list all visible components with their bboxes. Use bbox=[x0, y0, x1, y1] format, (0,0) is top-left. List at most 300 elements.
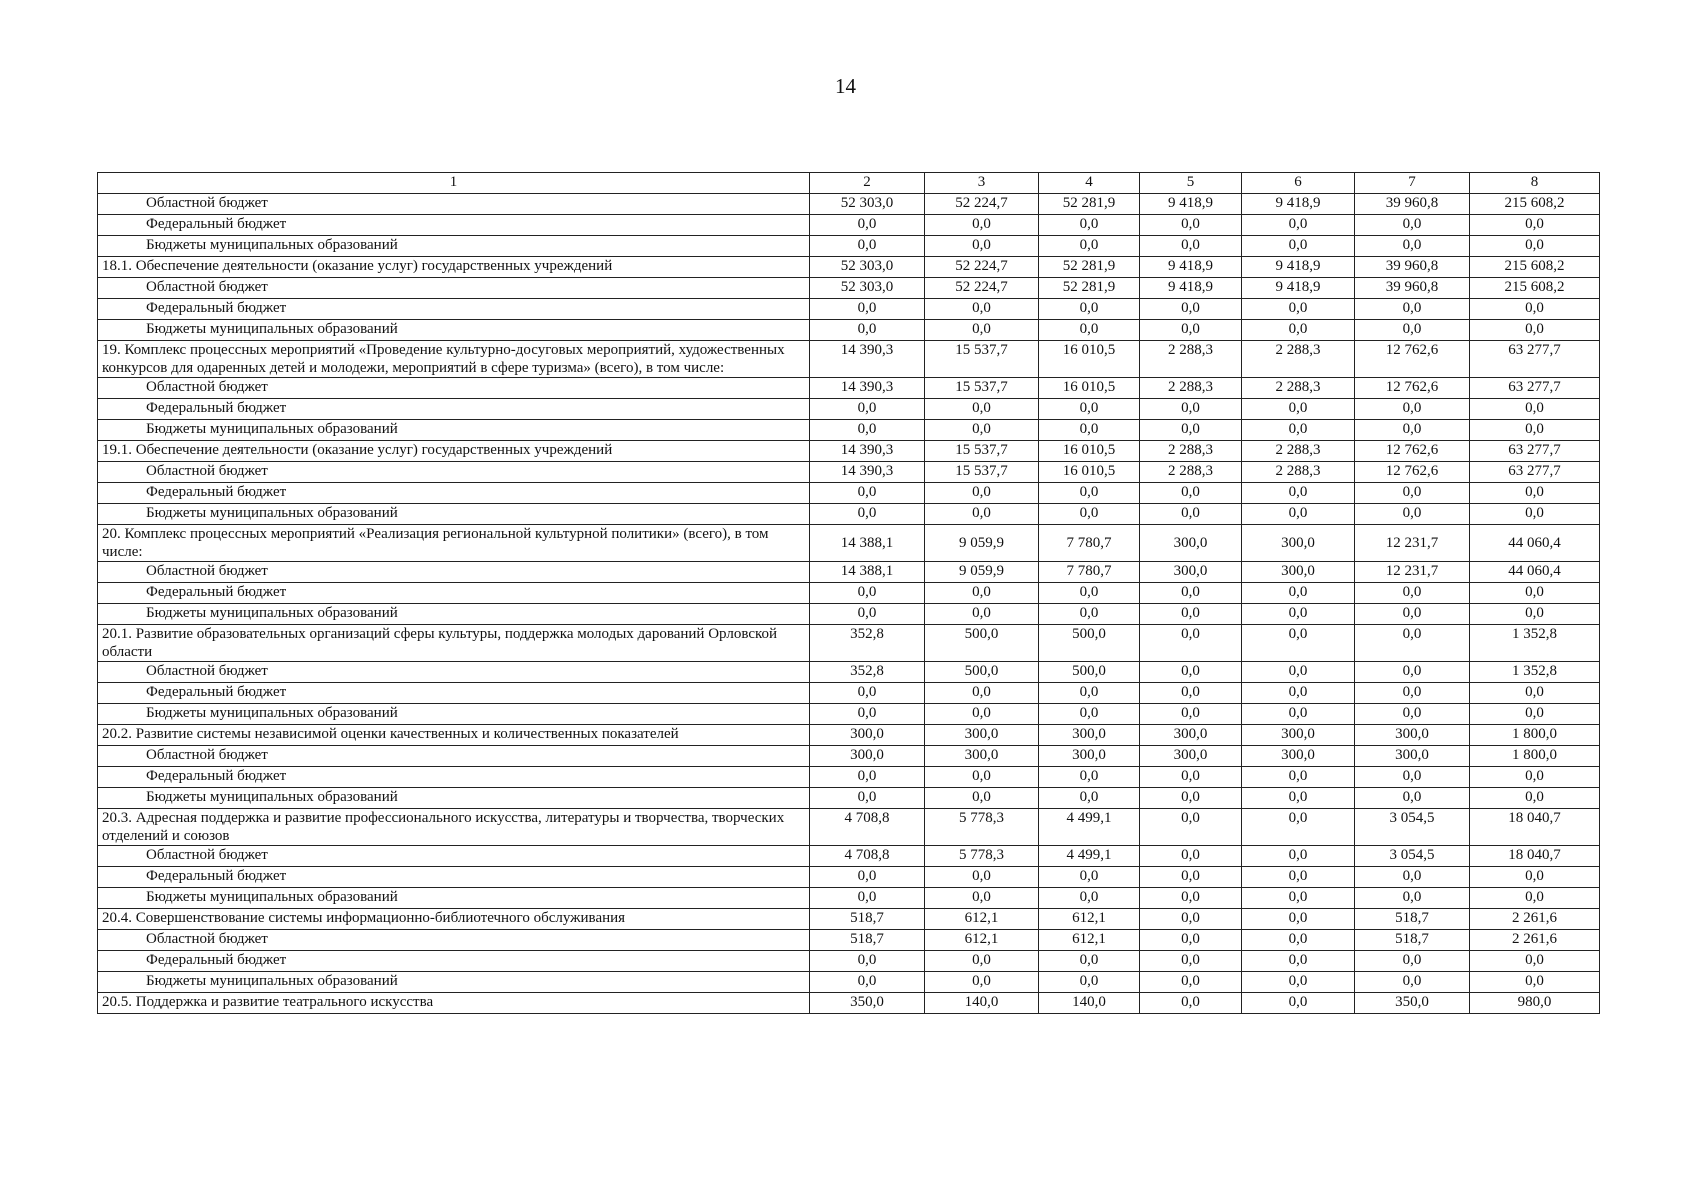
value-cell: 0,0 bbox=[1039, 215, 1140, 236]
table-row bbox=[98, 809, 1600, 846]
value-cell: 300,0 bbox=[1242, 746, 1355, 767]
value-cell: 52 224,7 bbox=[925, 278, 1039, 299]
value-cell: 9 059,9 bbox=[925, 525, 1039, 562]
value-cell: 300,0 bbox=[925, 746, 1039, 767]
value-cell: 0,0 bbox=[1140, 236, 1242, 257]
value-cell: 2 288,3 bbox=[1140, 341, 1242, 378]
column-header: 6 bbox=[1242, 173, 1355, 194]
value-cell: 0,0 bbox=[1470, 683, 1600, 704]
value-cell: 0,0 bbox=[1470, 236, 1600, 257]
value-cell: 0,0 bbox=[1039, 583, 1140, 604]
value-cell: 0,0 bbox=[1242, 236, 1355, 257]
value-cell: 0,0 bbox=[1242, 683, 1355, 704]
column-number-row bbox=[98, 173, 1600, 194]
value-cell: 52 303,0 bbox=[810, 194, 925, 215]
value-cell: 14 388,1 bbox=[810, 525, 925, 562]
value-cell: 300,0 bbox=[1140, 525, 1242, 562]
value-cell: 12 231,7 bbox=[1355, 562, 1470, 583]
value-cell: 0,0 bbox=[1140, 951, 1242, 972]
value-cell: 0,0 bbox=[1039, 483, 1140, 504]
value-cell: 0,0 bbox=[1140, 320, 1242, 341]
value-cell: 9 418,9 bbox=[1242, 194, 1355, 215]
value-cell: 0,0 bbox=[1470, 583, 1600, 604]
budget-source-label: Федеральный бюджет bbox=[98, 683, 810, 704]
value-cell: 0,0 bbox=[1140, 215, 1242, 236]
value-cell: 15 537,7 bbox=[925, 341, 1039, 378]
value-cell: 0,0 bbox=[925, 788, 1039, 809]
budget-source-label: Бюджеты муниципальных образований bbox=[98, 604, 810, 625]
value-cell: 14 388,1 bbox=[810, 562, 925, 583]
program-item-label: 20.5. Поддержка и развитие театрального искусства bbox=[98, 993, 810, 1014]
value-cell: 0,0 bbox=[1140, 683, 1242, 704]
value-cell: 1 800,0 bbox=[1470, 725, 1600, 746]
table-row bbox=[98, 683, 1600, 704]
value-cell: 0,0 bbox=[1140, 662, 1242, 683]
value-cell: 0,0 bbox=[1242, 867, 1355, 888]
page-number: 14 bbox=[835, 74, 856, 98]
value-cell: 0,0 bbox=[1140, 909, 1242, 930]
value-cell: 16 010,5 bbox=[1039, 378, 1140, 399]
value-cell: 0,0 bbox=[1242, 704, 1355, 725]
value-cell: 0,0 bbox=[1470, 704, 1600, 725]
value-cell: 300,0 bbox=[1242, 562, 1355, 583]
value-cell: 0,0 bbox=[1355, 888, 1470, 909]
value-cell: 518,7 bbox=[1355, 930, 1470, 951]
value-cell: 0,0 bbox=[1470, 951, 1600, 972]
value-cell: 0,0 bbox=[925, 236, 1039, 257]
value-cell: 0,0 bbox=[1242, 320, 1355, 341]
value-cell: 0,0 bbox=[1470, 767, 1600, 788]
budget-source-label: Федеральный бюджет bbox=[98, 215, 810, 236]
budget-source-label: Федеральный бюджет bbox=[98, 483, 810, 504]
column-header: 4 bbox=[1039, 173, 1140, 194]
value-cell: 0,0 bbox=[810, 704, 925, 725]
value-cell: 0,0 bbox=[810, 483, 925, 504]
value-cell: 14 390,3 bbox=[810, 378, 925, 399]
budget-source-label: Областной бюджет bbox=[98, 562, 810, 583]
value-cell: 0,0 bbox=[810, 788, 925, 809]
value-cell: 0,0 bbox=[1039, 299, 1140, 320]
value-cell: 0,0 bbox=[925, 320, 1039, 341]
value-cell: 63 277,7 bbox=[1470, 441, 1600, 462]
value-cell: 0,0 bbox=[1242, 604, 1355, 625]
value-cell: 39 960,8 bbox=[1355, 257, 1470, 278]
value-cell: 140,0 bbox=[925, 993, 1039, 1014]
value-cell: 2 288,3 bbox=[1242, 462, 1355, 483]
value-cell: 350,0 bbox=[1355, 993, 1470, 1014]
value-cell: 4 499,1 bbox=[1039, 846, 1140, 867]
value-cell: 0,0 bbox=[1039, 972, 1140, 993]
value-cell: 0,0 bbox=[925, 583, 1039, 604]
table-row bbox=[98, 767, 1600, 788]
table-row bbox=[98, 483, 1600, 504]
value-cell: 0,0 bbox=[1355, 867, 1470, 888]
value-cell: 0,0 bbox=[1039, 420, 1140, 441]
table-row bbox=[98, 441, 1600, 462]
value-cell: 0,0 bbox=[925, 483, 1039, 504]
value-cell: 39 960,8 bbox=[1355, 278, 1470, 299]
budget-source-label: Бюджеты муниципальных образований bbox=[98, 236, 810, 257]
value-cell: 52 224,7 bbox=[925, 194, 1039, 215]
value-cell: 0,0 bbox=[1355, 483, 1470, 504]
table-row bbox=[98, 725, 1600, 746]
value-cell: 0,0 bbox=[1039, 788, 1140, 809]
budget-source-label: Бюджеты муниципальных образований bbox=[98, 704, 810, 725]
value-cell: 0,0 bbox=[1242, 662, 1355, 683]
value-cell: 500,0 bbox=[1039, 662, 1140, 683]
value-cell: 1 800,0 bbox=[1470, 746, 1600, 767]
value-cell: 300,0 bbox=[810, 725, 925, 746]
value-cell: 2 288,3 bbox=[1140, 441, 1242, 462]
value-cell: 0,0 bbox=[1355, 320, 1470, 341]
value-cell: 39 960,8 bbox=[1355, 194, 1470, 215]
value-cell: 12 762,6 bbox=[1355, 441, 1470, 462]
table-row bbox=[98, 662, 1600, 683]
value-cell: 300,0 bbox=[1355, 725, 1470, 746]
table-row bbox=[98, 972, 1600, 993]
value-cell: 0,0 bbox=[925, 215, 1039, 236]
value-cell: 0,0 bbox=[925, 604, 1039, 625]
value-cell: 0,0 bbox=[1140, 704, 1242, 725]
budget-source-label: Федеральный бюджет bbox=[98, 583, 810, 604]
value-cell: 0,0 bbox=[1355, 299, 1470, 320]
budget-source-label: Областной бюджет bbox=[98, 194, 810, 215]
value-cell: 0,0 bbox=[1470, 867, 1600, 888]
value-cell: 300,0 bbox=[1140, 562, 1242, 583]
value-cell: 0,0 bbox=[925, 767, 1039, 788]
value-cell: 0,0 bbox=[1355, 504, 1470, 525]
value-cell: 0,0 bbox=[1140, 930, 1242, 951]
value-cell: 0,0 bbox=[810, 972, 925, 993]
value-cell: 0,0 bbox=[1242, 846, 1355, 867]
value-cell: 52 303,0 bbox=[810, 257, 925, 278]
value-cell: 44 060,4 bbox=[1470, 562, 1600, 583]
value-cell: 215 608,2 bbox=[1470, 257, 1600, 278]
value-cell: 300,0 bbox=[1355, 746, 1470, 767]
value-cell: 0,0 bbox=[1470, 420, 1600, 441]
table-row bbox=[98, 951, 1600, 972]
value-cell: 0,0 bbox=[810, 320, 925, 341]
program-item-label: 20. Комплекс процессных мероприятий «Реализация региональной культурной политики» (всего), в том числе: bbox=[98, 525, 810, 562]
value-cell: 0,0 bbox=[1039, 767, 1140, 788]
value-cell: 4 708,8 bbox=[810, 846, 925, 867]
value-cell: 0,0 bbox=[1242, 888, 1355, 909]
value-cell: 15 537,7 bbox=[925, 378, 1039, 399]
value-cell: 518,7 bbox=[810, 909, 925, 930]
value-cell: 0,0 bbox=[1242, 951, 1355, 972]
value-cell: 52 303,0 bbox=[810, 278, 925, 299]
value-cell: 0,0 bbox=[1140, 846, 1242, 867]
value-cell: 1 352,8 bbox=[1470, 625, 1600, 662]
value-cell: 0,0 bbox=[1242, 504, 1355, 525]
value-cell: 0,0 bbox=[1242, 483, 1355, 504]
value-cell: 0,0 bbox=[1039, 867, 1140, 888]
value-cell: 612,1 bbox=[1039, 909, 1140, 930]
value-cell: 12 762,6 bbox=[1355, 462, 1470, 483]
value-cell: 300,0 bbox=[1242, 525, 1355, 562]
value-cell: 0,0 bbox=[1039, 704, 1140, 725]
value-cell: 0,0 bbox=[810, 504, 925, 525]
budget-source-label: Федеральный бюджет bbox=[98, 399, 810, 420]
budget-source-label: Бюджеты муниципальных образований bbox=[98, 788, 810, 809]
value-cell: 0,0 bbox=[1242, 399, 1355, 420]
value-cell: 0,0 bbox=[1355, 604, 1470, 625]
value-cell: 0,0 bbox=[925, 972, 1039, 993]
value-cell: 0,0 bbox=[1140, 888, 1242, 909]
value-cell: 0,0 bbox=[1242, 583, 1355, 604]
budget-source-label: Областной бюджет bbox=[98, 746, 810, 767]
value-cell: 2 288,3 bbox=[1242, 441, 1355, 462]
value-cell: 4 499,1 bbox=[1039, 809, 1140, 846]
table-row bbox=[98, 257, 1600, 278]
budget-source-label: Бюджеты муниципальных образований bbox=[98, 504, 810, 525]
value-cell: 215 608,2 bbox=[1470, 194, 1600, 215]
value-cell: 12 762,6 bbox=[1355, 378, 1470, 399]
value-cell: 0,0 bbox=[1470, 483, 1600, 504]
budget-table bbox=[97, 172, 1600, 1014]
table-body bbox=[98, 194, 1600, 1014]
budget-source-label: Федеральный бюджет bbox=[98, 299, 810, 320]
table-row bbox=[98, 583, 1600, 604]
value-cell: 15 537,7 bbox=[925, 441, 1039, 462]
value-cell: 518,7 bbox=[810, 930, 925, 951]
value-cell: 0,0 bbox=[1140, 767, 1242, 788]
value-cell: 0,0 bbox=[1039, 399, 1140, 420]
table-row bbox=[98, 604, 1600, 625]
value-cell: 0,0 bbox=[1140, 809, 1242, 846]
table-row bbox=[98, 993, 1600, 1014]
value-cell: 0,0 bbox=[1355, 215, 1470, 236]
value-cell: 1 352,8 bbox=[1470, 662, 1600, 683]
value-cell: 0,0 bbox=[1242, 299, 1355, 320]
value-cell: 0,0 bbox=[925, 867, 1039, 888]
value-cell: 0,0 bbox=[1140, 583, 1242, 604]
value-cell: 612,1 bbox=[1039, 930, 1140, 951]
value-cell: 52 281,9 bbox=[1039, 257, 1140, 278]
table-row bbox=[98, 378, 1600, 399]
value-cell: 0,0 bbox=[1140, 867, 1242, 888]
value-cell: 0,0 bbox=[810, 583, 925, 604]
value-cell: 9 418,9 bbox=[1140, 194, 1242, 215]
value-cell: 500,0 bbox=[1039, 625, 1140, 662]
table-row bbox=[98, 399, 1600, 420]
budget-source-label: Бюджеты муниципальных образований bbox=[98, 420, 810, 441]
value-cell: 18 040,7 bbox=[1470, 846, 1600, 867]
table-row bbox=[98, 420, 1600, 441]
value-cell: 0,0 bbox=[1039, 236, 1140, 257]
value-cell: 0,0 bbox=[1140, 399, 1242, 420]
table-row bbox=[98, 562, 1600, 583]
column-header: 5 bbox=[1140, 173, 1242, 194]
budget-source-label: Федеральный бюджет bbox=[98, 767, 810, 788]
table-row bbox=[98, 888, 1600, 909]
column-header: 7 bbox=[1355, 173, 1470, 194]
value-cell: 0,0 bbox=[1470, 215, 1600, 236]
value-cell: 52 281,9 bbox=[1039, 278, 1140, 299]
value-cell: 0,0 bbox=[1355, 420, 1470, 441]
value-cell: 7 780,7 bbox=[1039, 562, 1140, 583]
value-cell: 518,7 bbox=[1355, 909, 1470, 930]
budget-source-label: Областной бюджет bbox=[98, 378, 810, 399]
table-row bbox=[98, 462, 1600, 483]
value-cell: 63 277,7 bbox=[1470, 462, 1600, 483]
value-cell: 3 054,5 bbox=[1355, 846, 1470, 867]
value-cell: 4 708,8 bbox=[810, 809, 925, 846]
value-cell: 14 390,3 bbox=[810, 462, 925, 483]
table-row bbox=[98, 504, 1600, 525]
value-cell: 300,0 bbox=[1140, 725, 1242, 746]
value-cell: 0,0 bbox=[1470, 504, 1600, 525]
budget-source-label: Бюджеты муниципальных образований bbox=[98, 972, 810, 993]
value-cell: 0,0 bbox=[1355, 788, 1470, 809]
value-cell: 0,0 bbox=[810, 236, 925, 257]
value-cell: 0,0 bbox=[925, 420, 1039, 441]
value-cell: 612,1 bbox=[925, 909, 1039, 930]
value-cell: 0,0 bbox=[1242, 420, 1355, 441]
table-row bbox=[98, 625, 1600, 662]
value-cell: 0,0 bbox=[1140, 625, 1242, 662]
value-cell: 0,0 bbox=[1242, 993, 1355, 1014]
value-cell: 0,0 bbox=[925, 299, 1039, 320]
value-cell: 0,0 bbox=[1039, 320, 1140, 341]
value-cell: 9 418,9 bbox=[1242, 257, 1355, 278]
column-header: 8 bbox=[1470, 173, 1600, 194]
value-cell: 63 277,7 bbox=[1470, 341, 1600, 378]
value-cell: 0,0 bbox=[1140, 420, 1242, 441]
value-cell: 0,0 bbox=[1355, 951, 1470, 972]
value-cell: 2 261,6 bbox=[1470, 930, 1600, 951]
value-cell: 9 418,9 bbox=[1140, 278, 1242, 299]
budget-source-label: Областной бюджет bbox=[98, 846, 810, 867]
value-cell: 0,0 bbox=[810, 683, 925, 704]
value-cell: 0,0 bbox=[1355, 662, 1470, 683]
value-cell: 140,0 bbox=[1039, 993, 1140, 1014]
value-cell: 12 231,7 bbox=[1355, 525, 1470, 562]
value-cell: 612,1 bbox=[925, 930, 1039, 951]
value-cell: 0,0 bbox=[1242, 215, 1355, 236]
value-cell: 12 762,6 bbox=[1355, 341, 1470, 378]
value-cell: 2 288,3 bbox=[1242, 378, 1355, 399]
table-row bbox=[98, 930, 1600, 951]
table-row bbox=[98, 299, 1600, 320]
value-cell: 0,0 bbox=[1140, 788, 1242, 809]
value-cell: 0,0 bbox=[1140, 972, 1242, 993]
value-cell: 2 288,3 bbox=[1242, 341, 1355, 378]
value-cell: 15 537,7 bbox=[925, 462, 1039, 483]
value-cell: 500,0 bbox=[925, 625, 1039, 662]
value-cell: 0,0 bbox=[1039, 888, 1140, 909]
value-cell: 0,0 bbox=[925, 888, 1039, 909]
value-cell: 3 054,5 bbox=[1355, 809, 1470, 846]
table-row bbox=[98, 867, 1600, 888]
budget-source-label: Федеральный бюджет bbox=[98, 867, 810, 888]
value-cell: 980,0 bbox=[1470, 993, 1600, 1014]
value-cell: 0,0 bbox=[810, 420, 925, 441]
value-cell: 0,0 bbox=[1242, 788, 1355, 809]
value-cell: 0,0 bbox=[925, 683, 1039, 704]
table-row bbox=[98, 846, 1600, 867]
value-cell: 0,0 bbox=[925, 951, 1039, 972]
value-cell: 0,0 bbox=[1470, 604, 1600, 625]
value-cell: 0,0 bbox=[1039, 604, 1140, 625]
value-cell: 0,0 bbox=[1242, 809, 1355, 846]
value-cell: 44 060,4 bbox=[1470, 525, 1600, 562]
value-cell: 0,0 bbox=[810, 299, 925, 320]
budget-source-label: Областной бюджет bbox=[98, 278, 810, 299]
value-cell: 0,0 bbox=[1039, 504, 1140, 525]
program-item-label: 18.1. Обеспечение деятельности (оказание услуг) государственных учреждений bbox=[98, 257, 810, 278]
table-row bbox=[98, 194, 1600, 215]
value-cell: 352,8 bbox=[810, 662, 925, 683]
value-cell: 0,0 bbox=[810, 604, 925, 625]
table-row bbox=[98, 278, 1600, 299]
value-cell: 52 281,9 bbox=[1039, 194, 1140, 215]
value-cell: 300,0 bbox=[1039, 725, 1140, 746]
value-cell: 0,0 bbox=[1140, 299, 1242, 320]
value-cell: 300,0 bbox=[925, 725, 1039, 746]
value-cell: 16 010,5 bbox=[1039, 462, 1140, 483]
value-cell: 0,0 bbox=[1355, 683, 1470, 704]
value-cell: 0,0 bbox=[810, 399, 925, 420]
value-cell: 14 390,3 bbox=[810, 441, 925, 462]
column-header: 2 bbox=[810, 173, 925, 194]
value-cell: 0,0 bbox=[1355, 399, 1470, 420]
value-cell: 300,0 bbox=[810, 746, 925, 767]
program-item-label: 19. Комплекс процессных мероприятий «Проведение культурно-досуговых мероприятий, художественных конкурсов для одаренных детей и молодежи, мероприятий в сфере туризма» (всего), в том числе: bbox=[98, 341, 810, 378]
value-cell: 16 010,5 bbox=[1039, 441, 1140, 462]
value-cell: 0,0 bbox=[1355, 767, 1470, 788]
value-cell: 0,0 bbox=[1355, 236, 1470, 257]
value-cell: 0,0 bbox=[1039, 951, 1140, 972]
budget-source-label: Областной бюджет bbox=[98, 462, 810, 483]
value-cell: 0,0 bbox=[1470, 320, 1600, 341]
budget-source-label: Областной бюджет bbox=[98, 662, 810, 683]
value-cell: 0,0 bbox=[810, 951, 925, 972]
value-cell: 215 608,2 bbox=[1470, 278, 1600, 299]
value-cell: 2 288,3 bbox=[1140, 462, 1242, 483]
value-cell: 0,0 bbox=[925, 704, 1039, 725]
table-row bbox=[98, 746, 1600, 767]
value-cell: 0,0 bbox=[1140, 993, 1242, 1014]
value-cell: 0,0 bbox=[810, 888, 925, 909]
value-cell: 0,0 bbox=[1355, 625, 1470, 662]
value-cell: 0,0 bbox=[1242, 909, 1355, 930]
value-cell: 5 778,3 bbox=[925, 809, 1039, 846]
value-cell: 500,0 bbox=[925, 662, 1039, 683]
value-cell: 0,0 bbox=[1140, 483, 1242, 504]
value-cell: 0,0 bbox=[1242, 767, 1355, 788]
value-cell: 0,0 bbox=[810, 767, 925, 788]
value-cell: 0,0 bbox=[1140, 504, 1242, 525]
table-row bbox=[98, 320, 1600, 341]
value-cell: 0,0 bbox=[925, 504, 1039, 525]
column-header: 3 bbox=[925, 173, 1039, 194]
value-cell: 52 224,7 bbox=[925, 257, 1039, 278]
value-cell: 7 780,7 bbox=[1039, 525, 1140, 562]
value-cell: 0,0 bbox=[1470, 399, 1600, 420]
value-cell: 63 277,7 bbox=[1470, 378, 1600, 399]
value-cell: 300,0 bbox=[1242, 725, 1355, 746]
table-row bbox=[98, 704, 1600, 725]
value-cell: 9 418,9 bbox=[1242, 278, 1355, 299]
value-cell: 0,0 bbox=[1242, 625, 1355, 662]
value-cell: 0,0 bbox=[810, 215, 925, 236]
budget-source-label: Областной бюджет bbox=[98, 930, 810, 951]
program-item-label: 20.1. Развитие образовательных организаций сферы культуры, поддержка молодых дарований Орловской области bbox=[98, 625, 810, 662]
value-cell: 0,0 bbox=[1470, 972, 1600, 993]
value-cell: 2 261,6 bbox=[1470, 909, 1600, 930]
value-cell: 5 778,3 bbox=[925, 846, 1039, 867]
